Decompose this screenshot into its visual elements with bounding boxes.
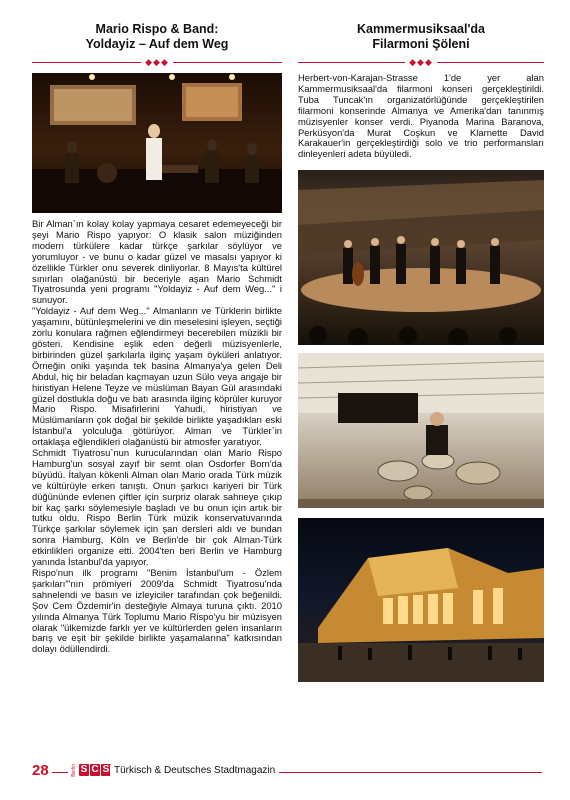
divider-ornament-icon: ◆◆◆ bbox=[141, 57, 173, 67]
right-article-headline: Kammermusiksaal'da Filarmoni Şöleni bbox=[356, 22, 486, 51]
magazine-tagline: Türkisch & Deutsches Stadtmagazin bbox=[110, 765, 279, 776]
left-article bbox=[32, 22, 282, 655]
magazine-logo-icon: Berlin S C S bbox=[68, 764, 115, 777]
left-article-headline: Mario Rispo & Band: Yoldayiz – Auf dem Weg bbox=[85, 22, 229, 51]
percussion-performance-photo bbox=[298, 353, 544, 508]
right-article-body: Herbert-von-Karajan-Strasse 1'de yer alan Kammermusiksaal'da filarmoni konseri gerçekleştirildi. Tuba Tuncak'ın organizatörlüğünde gerçekleştirilen filarmoni konserinde Almanya ve Amerika'dan tanınmış müzisyenler konser verdi. Piyanoda Marina Baranova, Perküsyon'da Murat Coşkun ve Klarnette David Karakauer'in gerçekleştirdiği solo ve trio performansları dinleyenleri adeta büyüledi. bbox=[298, 72, 544, 160]
right-article bbox=[298, 22, 544, 682]
divider-ornament-icon: ◆◆◆ bbox=[405, 57, 437, 67]
concert-hall-building-photo bbox=[298, 518, 544, 682]
left-article-body: Bir Alman`ın kolay kolay yapmaya cesaret edemeyeceği bir şeyi Mario Rispo yapıyor: O klasik salon müziğinden modern türkülere kadar türkçe şarkılar söylüyor ve yorumluyor - ve bunu o kadar güzel ve masalsı yapıyor ki özellikle Türkler onu severek dinliyorlar. 8 Mayıs'ta kültürel sınırları olağanüstü bir beceriyle aşan Mario Schmidt Tiyatrosunda yeni programı "Yoldayiz - Auf dem Weg..." i sunuyor. "Yoldayiz - Auf dem Weg..." Almanların ve Türklerin birlikte yaşamını, bütünleşmelerini ve din meselesini işleyen, seçtiği zorlu konulara rağmen eğlendirmeyi becerebilen müzikli bir gösteri. Kendisine eşlik eden değerli müzisyenlerle, birbirinden güzel şarkılarla ilginç yaşam öyküleri anlatıyor. Örneğin oniki yaşında tek basina Almanya'ya gelen Deli Abdul, hiç bir beladan kaçmayan uzun Sülo veya angaje bir hiristiyan Helene Teyze ve müslüman Bayan Gül arasındaki güzel dostlukla doğu ve batı arasında ilginç köprüler kuruyor Mario Rispo. Misafirlerini Yahudi, hiristiyan ve Müslümanların çok doğal bir şekilde birlikte yaşadıkları eski İstanbul'a yolculuğa götürüyor. Alman ve Türkler`in ortaklaşa eğlendikleri olağanüstü bir atmosfer yaratıyor. Schmidt Tiyatrosu`nun kurucularından olan Mario Rispo Hamburg'un sosyal zayıf bir semt olan Osdorfer Born'da büyüdü. İtalyan kökenli Alman olan Mario orada Türk müzik ve kültürüyle erken tanıştı. Onun şarkıcı kariyeri bir Türk düğününde evlenen çiftler için surpriz olarak sahneye çıkıp bir kaç şarkı söylemesiyle başladı ve bu onun için artık bir tutku oldu. Rispo Berlin Türk müzik konservatuvarında Türkçe şarkılar söylemek için şan dersleri aldı ve bundan sonra Hamburg, Köln ve Berlin'de bir çok Alman-Türk etkinlikleri organize etti. 2004'ten beri Berlin ve Hamburg yanında İstanbul'da yapıyor. Rispo'nun ilk programı "Benim İstanbul'um - Özlem şarkıları"'nın prömiyeri 2009'da Schmidt Tiyatrosu'nda sahnelendi ve basın ve izleyiciler tarafından çok beğenildi. Şov Cem Özdemir'in desteğiyle Almaya turuna çıktı. 2010 yılında Almanya Türk Toplumu Mario Rispo'yu bir müzisyen olarak "ülkemizde farklı yer ve kültürlerden gelen insanların barış ve eşit bir şekilde birlikte yaşamalarına" katkısından dolayı ödüllendirdi. bbox=[32, 218, 282, 655]
page-number: 28 bbox=[32, 762, 52, 779]
chamber-hall-ensemble-photo bbox=[298, 170, 544, 345]
left-divider bbox=[32, 57, 282, 67]
concert-stage-photo bbox=[32, 73, 282, 213]
right-divider bbox=[298, 57, 544, 67]
page-footer bbox=[32, 762, 542, 784]
